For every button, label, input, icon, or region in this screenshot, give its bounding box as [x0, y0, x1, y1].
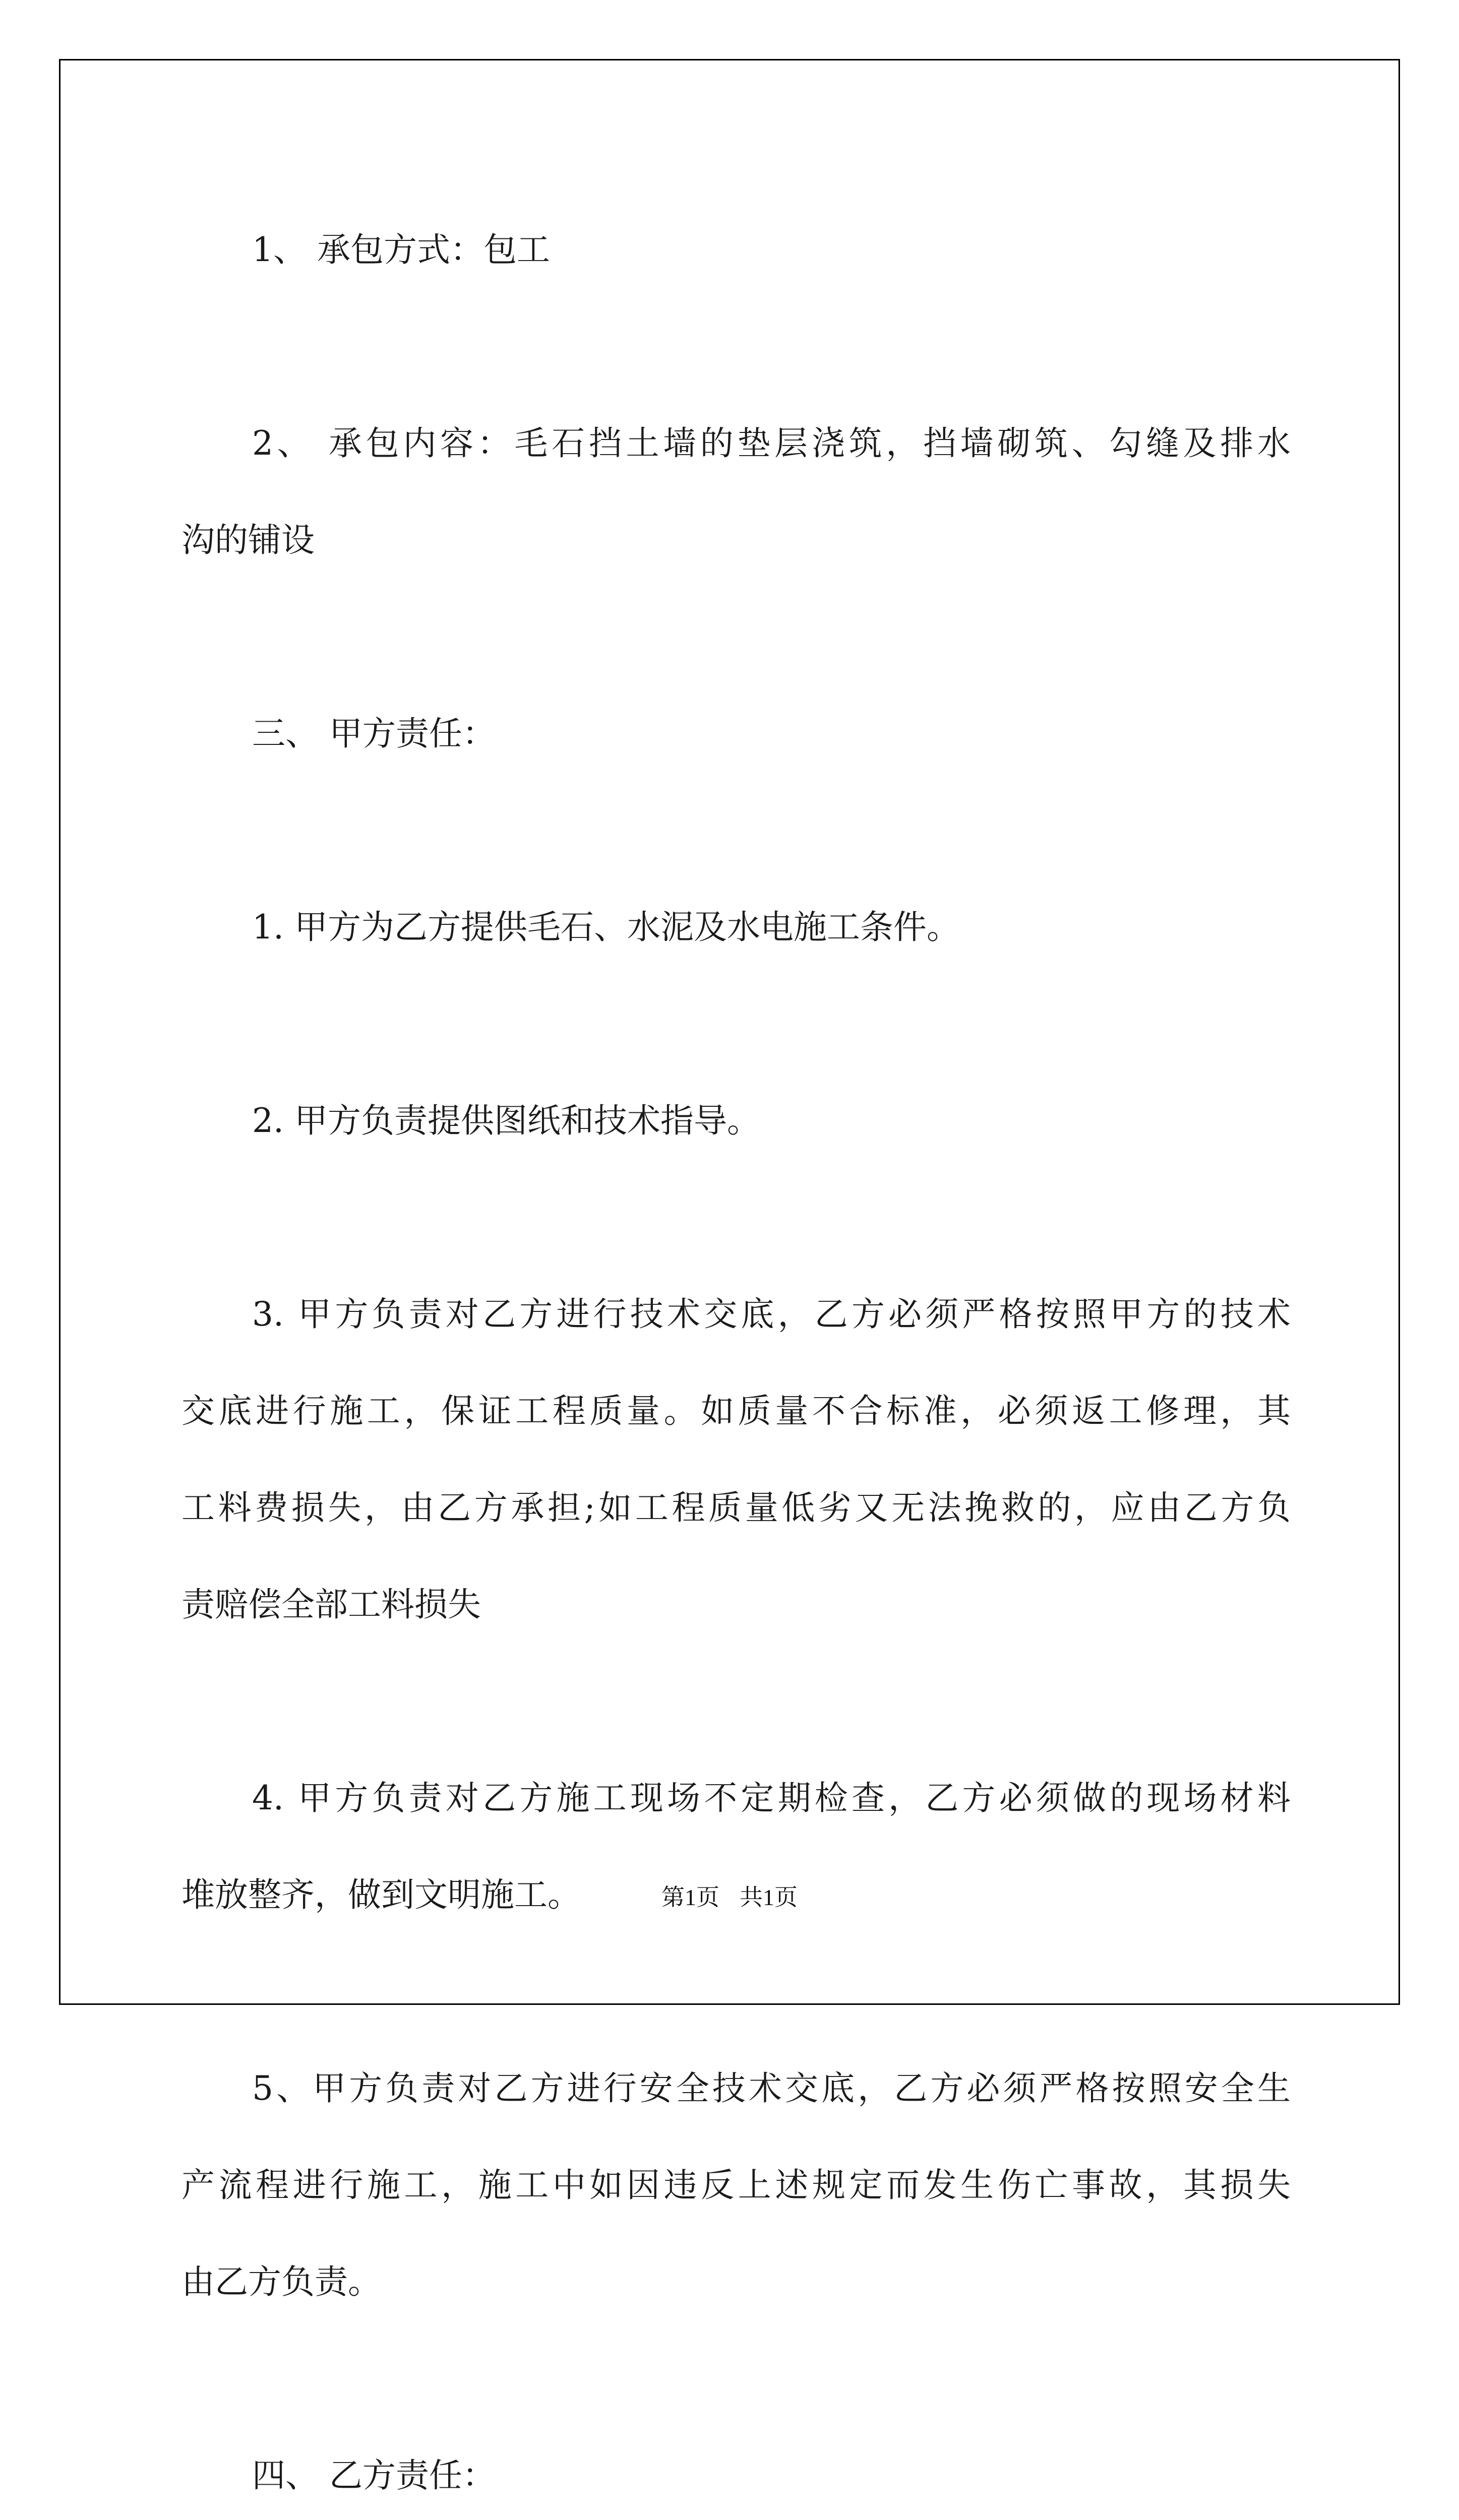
paragraph-line: 3. 甲方负责对乙方进行技术交底，乙方必须严格按照甲方的技术	[252, 1295, 1291, 1334]
paragraph-line: 2. 甲方负责提供图纸和技术指导。	[252, 1101, 760, 1140]
paragraph-line: 4. 甲方负责对乙方施工现场不定期检查，乙方必须做的现场材料	[252, 1779, 1291, 1817]
document-body	[181, 202, 1291, 2520]
paragraph-line: 由乙方负责。	[181, 2262, 381, 2301]
paragraph-party-a-item-4	[181, 1750, 1291, 1943]
section-heading-party-b	[181, 2427, 1291, 2520]
paragraph-line: 四、 乙方责任：	[252, 2456, 496, 2495]
paragraph-contract-content	[181, 395, 1291, 589]
paragraph-line: 1. 甲方为乙方提供毛石、水泥及水电施工条件。	[252, 908, 960, 947]
paragraph-line: 三、 甲方责任：	[252, 714, 496, 753]
section-heading-party-a	[181, 685, 1291, 782]
page-footer	[0, 1882, 1459, 1913]
paragraph-party-a-item-3	[181, 1266, 1291, 1653]
paragraph-line: 责赔偿全部工料损失	[181, 1585, 481, 1624]
page-number-total: 共1页	[740, 1884, 798, 1910]
paragraph-line: 5、甲方负责对乙方进行安全技术交底，乙方必须严格按照安全生	[252, 2069, 1291, 2108]
paragraph-line: 产流程进行施工，施工中如因违反上述规定而发生伤亡事故，其损失	[181, 2166, 1291, 2204]
page-number-current: 第1页	[661, 1884, 719, 1910]
paragraph-line: 交底进行施工，保证工程质量。如质量不合标准，必须返工修理，其	[181, 1392, 1291, 1430]
paragraph-contract-mode	[181, 202, 1291, 298]
paragraph-line: 堆放整齐，做到文明施工。	[181, 1875, 581, 1914]
paragraph-party-a-item-5	[181, 2040, 1291, 2330]
paragraph-party-a-item-1	[181, 879, 1291, 976]
paragraph-party-a-item-2	[181, 1073, 1291, 1169]
paragraph-line: 工料费损失，由乙方承担;如工程质量低劣又无法挽救的，应由乙方负	[181, 1488, 1291, 1527]
paragraph-line: 2、 承包内容：毛石挡土墙的垫层浇筑，挡墙砌筑、勾缝及排水	[252, 424, 1291, 463]
paragraph-line: 沟的铺设	[181, 521, 315, 559]
paragraph-line: 1、 承包方式：包工	[252, 230, 550, 269]
